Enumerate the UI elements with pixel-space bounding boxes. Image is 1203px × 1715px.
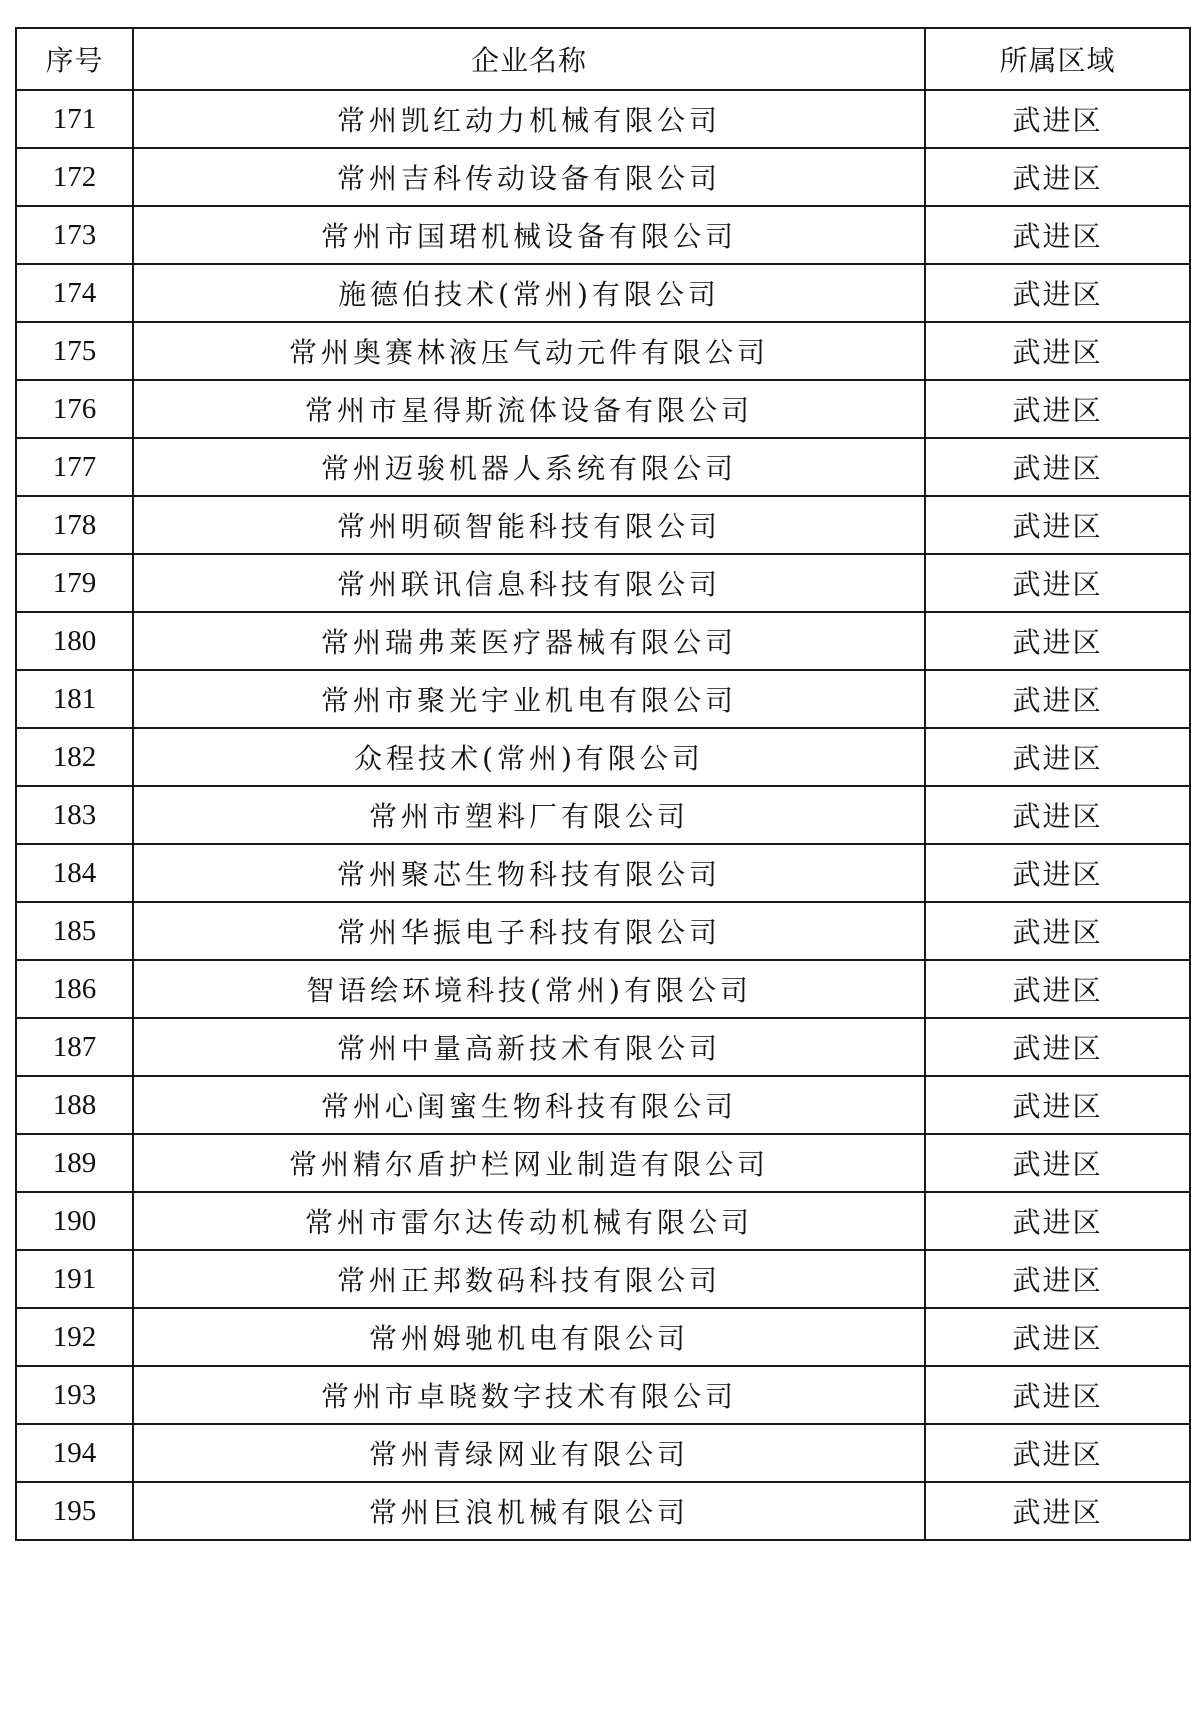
- serial-number-cell: 188: [16, 1076, 133, 1134]
- district-cell: 武进区: [925, 902, 1190, 960]
- table-body: [16, 90, 1190, 1540]
- table-row: [16, 902, 1190, 960]
- company-name-cell: 常州市雷尔达传动机械有限公司: [133, 1192, 925, 1250]
- table-row: [16, 1192, 1190, 1250]
- district-cell: 武进区: [925, 1424, 1190, 1482]
- table-row: [16, 148, 1190, 206]
- district-cell: 武进区: [925, 844, 1190, 902]
- table-row: [16, 322, 1190, 380]
- district-cell: 武进区: [925, 786, 1190, 844]
- serial-number-cell: 194: [16, 1424, 133, 1482]
- company-name-cell: 常州市星得斯流体设备有限公司: [133, 380, 925, 438]
- serial-number-cell: 179: [16, 554, 133, 612]
- serial-number-cell: 176: [16, 380, 133, 438]
- serial-number-cell: 184: [16, 844, 133, 902]
- serial-number-cell: 187: [16, 1018, 133, 1076]
- table-row: [16, 496, 1190, 554]
- company-name-cell: 常州联讯信息科技有限公司: [133, 554, 925, 612]
- company-name-cell: 常州正邦数码科技有限公司: [133, 1250, 925, 1308]
- serial-number-cell: 192: [16, 1308, 133, 1366]
- table-row: [16, 206, 1190, 264]
- company-name-cell: 智语绘环境科技(常州)有限公司: [133, 960, 925, 1018]
- serial-number-cell: 189: [16, 1134, 133, 1192]
- company-name-cell: 常州青绿网业有限公司: [133, 1424, 925, 1482]
- company-name-cell: 常州华振电子科技有限公司: [133, 902, 925, 960]
- table-row: [16, 554, 1190, 612]
- table-row: [16, 1134, 1190, 1192]
- serial-number-cell: 186: [16, 960, 133, 1018]
- company-name-cell: 常州吉科传动设备有限公司: [133, 148, 925, 206]
- table-row: [16, 612, 1190, 670]
- company-name-cell: 常州市塑料厂有限公司: [133, 786, 925, 844]
- company-name-cell: 常州市卓晓数字技术有限公司: [133, 1366, 925, 1424]
- table-row: [16, 1366, 1190, 1424]
- district-cell: 武进区: [925, 728, 1190, 786]
- table-row: [16, 1076, 1190, 1134]
- serial-number-cell: 174: [16, 264, 133, 322]
- table-row: [16, 90, 1190, 148]
- company-name-cell: 常州中量高新技术有限公司: [133, 1018, 925, 1076]
- table-row: [16, 728, 1190, 786]
- serial-number-cell: 185: [16, 902, 133, 960]
- company-name-cell: 常州聚芯生物科技有限公司: [133, 844, 925, 902]
- company-name-cell: 常州精尔盾护栏网业制造有限公司: [133, 1134, 925, 1192]
- enterprise-table: [15, 27, 1191, 1541]
- header-row: [16, 28, 1190, 90]
- table-row: [16, 960, 1190, 1018]
- serial-number-cell: 171: [16, 90, 133, 148]
- table-row: [16, 1482, 1190, 1540]
- serial-number-cell: 190: [16, 1192, 133, 1250]
- serial-number-cell: 183: [16, 786, 133, 844]
- table-row: [16, 438, 1190, 496]
- company-name-cell: 施德伯技术(常州)有限公司: [133, 264, 925, 322]
- table-row: [16, 1018, 1190, 1076]
- district-cell: 武进区: [925, 1134, 1190, 1192]
- company-name-cell: 常州迈骏机器人系统有限公司: [133, 438, 925, 496]
- company-name-cell: 常州市国珺机械设备有限公司: [133, 206, 925, 264]
- serial-number-cell: 180: [16, 612, 133, 670]
- company-name-cell: 众程技术(常州)有限公司: [133, 728, 925, 786]
- company-name-cell: 常州巨浪机械有限公司: [133, 1482, 925, 1540]
- district-cell: 武进区: [925, 438, 1190, 496]
- district-cell: 武进区: [925, 1366, 1190, 1424]
- district-cell: 武进区: [925, 380, 1190, 438]
- district-cell: 武进区: [925, 264, 1190, 322]
- table-row: [16, 786, 1190, 844]
- district-cell: 武进区: [925, 670, 1190, 728]
- district-cell: 武进区: [925, 1076, 1190, 1134]
- district-cell: 武进区: [925, 1308, 1190, 1366]
- table-row: [16, 264, 1190, 322]
- table-row: [16, 670, 1190, 728]
- company-name-cell: 常州瑞弗莱医疗器械有限公司: [133, 612, 925, 670]
- company-name-cell: 常州姆驰机电有限公司: [133, 1308, 925, 1366]
- serial-number-cell: 181: [16, 670, 133, 728]
- district-cell: 武进区: [925, 148, 1190, 206]
- district-cell: 武进区: [925, 90, 1190, 148]
- company-name-cell: 常州市聚光宇业机电有限公司: [133, 670, 925, 728]
- serial-number-cell: 182: [16, 728, 133, 786]
- district-cell: 武进区: [925, 612, 1190, 670]
- district-cell: 武进区: [925, 496, 1190, 554]
- district-cell: 武进区: [925, 554, 1190, 612]
- serial-number-cell: 195: [16, 1482, 133, 1540]
- district-cell: 武进区: [925, 1250, 1190, 1308]
- company-name-cell: 常州心闺蜜生物科技有限公司: [133, 1076, 925, 1134]
- company-name-cell: 常州明硕智能科技有限公司: [133, 496, 925, 554]
- table-row: [16, 1250, 1190, 1308]
- header-serial-number: 序号: [16, 28, 133, 90]
- district-cell: 武进区: [925, 960, 1190, 1018]
- serial-number-cell: 173: [16, 206, 133, 264]
- table-row: [16, 844, 1190, 902]
- district-cell: 武进区: [925, 1192, 1190, 1250]
- table-row: [16, 1308, 1190, 1366]
- serial-number-cell: 178: [16, 496, 133, 554]
- table-row: [16, 1424, 1190, 1482]
- table-header: [16, 28, 1190, 90]
- company-name-cell: 常州奥赛林液压气动元件有限公司: [133, 322, 925, 380]
- enterprise-list-document: [15, 27, 1189, 1541]
- company-name-cell: 常州凯红动力机械有限公司: [133, 90, 925, 148]
- serial-number-cell: 177: [16, 438, 133, 496]
- serial-number-cell: 193: [16, 1366, 133, 1424]
- table-row: [16, 380, 1190, 438]
- header-company-name: 企业名称: [133, 28, 925, 90]
- header-district: 所属区域: [925, 28, 1190, 90]
- district-cell: 武进区: [925, 1018, 1190, 1076]
- district-cell: 武进区: [925, 206, 1190, 264]
- serial-number-cell: 175: [16, 322, 133, 380]
- district-cell: 武进区: [925, 322, 1190, 380]
- district-cell: 武进区: [925, 1482, 1190, 1540]
- serial-number-cell: 191: [16, 1250, 133, 1308]
- serial-number-cell: 172: [16, 148, 133, 206]
